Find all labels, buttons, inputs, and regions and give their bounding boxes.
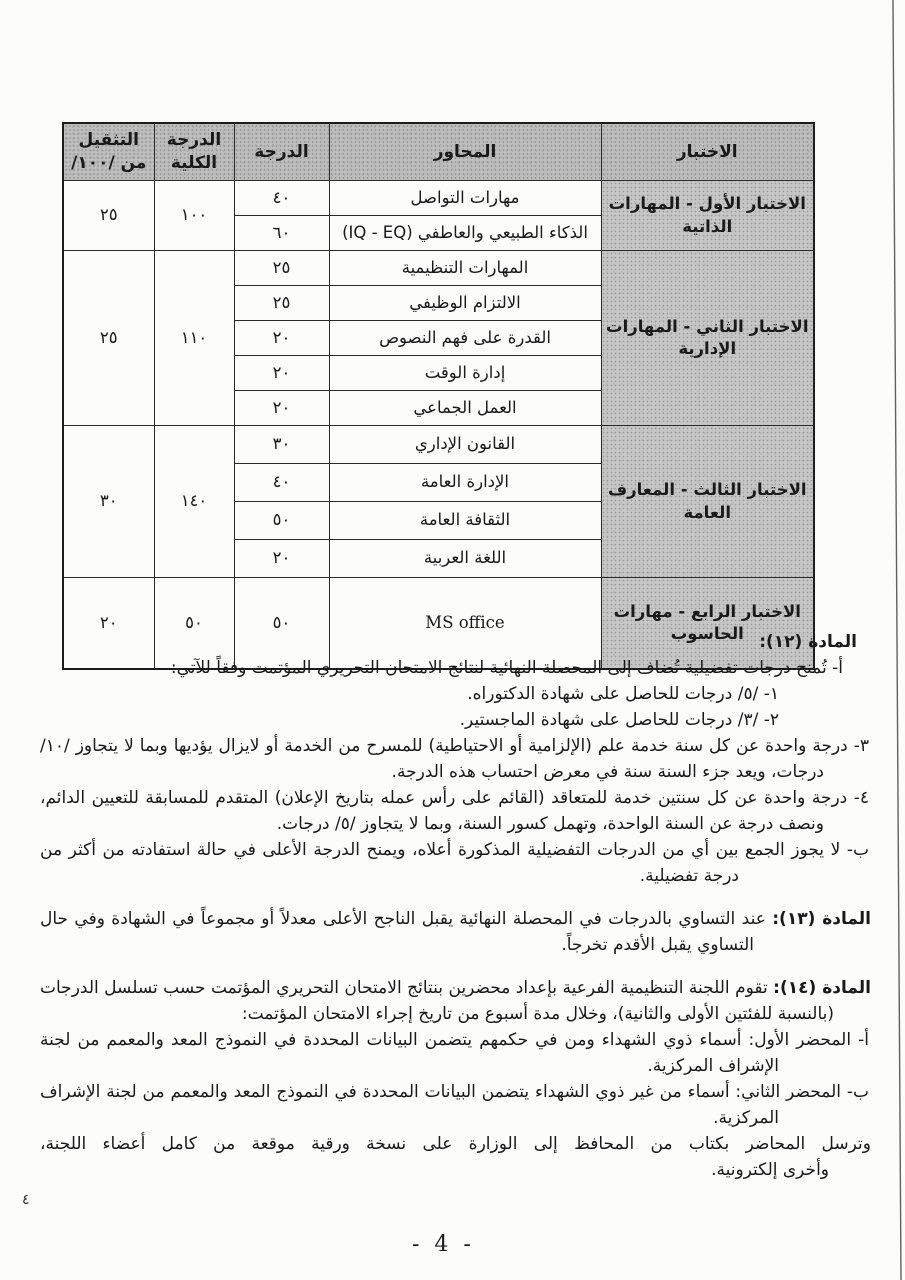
grade-cell: ٤٠ <box>234 464 329 502</box>
grade-cell: ٥٠ <box>234 502 329 540</box>
article-12-sub-4: ٤- درجة واحدة عن كل سنتين خدمة للمتعاقد (القائم على رأس عمله بتاريخ الإعلان) المتقدم للمسابقة للتعيين الدائم، ونصف درجة عن السنة الواحدة، وتهمل كسور السنة، وبما لا يتجاوز /٥/ درجات. <box>40 788 869 834</box>
article-13-body: عند التساوي بالدرجات في المحصلة النهائية يقبل الناجح الأعلى معدلاً أو مجموعاً في الشهادة وفي حال التساوي يقبل الأقدم تخرجاً. <box>40 909 766 955</box>
article-12 <box>40 629 871 889</box>
axis-cell: الثقافة العامة <box>329 502 601 540</box>
axis-cell: اللغة العربية <box>329 540 601 578</box>
col-header-grade: الدرجة <box>234 123 329 181</box>
weight-cell: ٢٥ <box>63 251 154 426</box>
axis-cell: الإدارة العامة <box>329 464 601 502</box>
weight-cell: ٣٠ <box>63 426 154 578</box>
grade-cell: ٢٠ <box>234 356 329 391</box>
grade-cell: ٢٠ <box>234 391 329 426</box>
table-header-row <box>63 123 814 181</box>
weight-cell: ٢٠ <box>63 578 154 670</box>
table-row <box>63 426 814 464</box>
article-12-item-b: ب- لا يجوز الجمع بين أي من الدرجات التفضيلية المذكورة أعلاه، ويمنح الدرجة الأعلى في حالة استفادته من أكثر من درجة تفضيلية. <box>40 840 869 886</box>
article-12-heading: المادة (١٢): <box>759 632 857 652</box>
axis-cell: MS office <box>329 578 601 670</box>
axis-cell: المهارات التنظيمية <box>329 251 601 286</box>
total-grade-cell: ١١٠ <box>154 251 234 426</box>
grade-cell: ٢٠ <box>234 540 329 578</box>
table-row <box>63 251 814 286</box>
exam-name-cell: الاختبار الثاني - المهارات الإدارية <box>601 251 814 426</box>
col-header-exam: الاختبار <box>601 123 814 181</box>
grade-cell: ٢٥ <box>234 286 329 321</box>
axis-cell: العمل الجماعي <box>329 391 601 426</box>
col-header-axes: المحاور <box>329 123 601 181</box>
grade-cell: ٢٠ <box>234 321 329 356</box>
article-12-sub-3: ٣- درجة واحدة عن كل سنة خدمة علم (الإلزامية أو الاحتياطية) للمسرح من الخدمة أو لايزال يؤديها وبما لا يتجاوز /١٠/ درجات، ويعد جزء السنة سنة في معرض احتساب هذه الدرجة. <box>40 736 869 782</box>
total-grade-cell: ١٤٠ <box>154 426 234 578</box>
axis-cell: الالتزام الوظيفي <box>329 286 601 321</box>
total-grade-cell: ١٠٠ <box>154 181 234 251</box>
axis-cell: مهارات التواصل <box>329 181 601 216</box>
grade-cell: ٦٠ <box>234 216 329 251</box>
article-14-item-a: أ- المحضر الأول: أسماء ذوي الشهداء ومن في حكمهم يتضمن البيانات المحددة في النموذج المعد والمعمم من لجنة الإشراف المركزية. <box>40 1030 869 1076</box>
axis-cell: القانون الإداري <box>329 426 601 464</box>
article-14-item-b: ب- المحضر الثاني: أسماء من غير ذوي الشهداء يتضمن البيانات المحددة في النموذج المعد والمعمم من لجنة الإشراف المركزية. <box>40 1082 869 1128</box>
exam-name-cell: الاختبار الثالث - المعارف العامة <box>601 426 814 578</box>
article-12-item-a: أ- تُمنح درجات تفضيلية تُضاف إلى المحصلة النهائية لنتائج الامتحان التحريري المؤتمت وفقاً للآتي: <box>170 658 843 678</box>
exam-name-cell: الاختبار الأول - المهارات الذاتية <box>601 181 814 251</box>
article-13 <box>40 906 871 958</box>
exam-name-cell: الاختبار الرابع - مهارات الحاسوب <box>601 578 814 670</box>
article-14-heading: المادة (١٤): <box>773 978 871 998</box>
article-14-closing-line-1: وترسل المحاضر بكتاب من المحافظ إلى الوزارة على نسخة ورقية موقعة من كامل أعضاء اللجنة، <box>40 1134 871 1154</box>
margin-page-mark: ٤ <box>22 1192 30 1208</box>
grade-cell: ٣٠ <box>234 426 329 464</box>
article-12-sub-2: ٢- /٣/ درجات للحاصل على شهادة الماجستير. <box>459 710 779 730</box>
document-body-text <box>40 629 871 1183</box>
axis-cell: الذكاء الطبيعي والعاطفي (IQ - EQ) <box>329 216 601 251</box>
grade-cell: ٥٠ <box>234 578 329 670</box>
axis-cell: القدرة على فهم النصوص <box>329 321 601 356</box>
article-13-heading: المادة (١٣): <box>772 909 871 929</box>
article-14-intro-text: تقوم اللجنة التنظيمية الفرعية بإعداد محضرين بنتائج الامتحان التحريري المؤتمت حسب تسلسل الدرجات (بالنسبة للفئتين الأولى والثانية)، وخلال مدة أسبوع من تاريخ إجراء الامتحان المؤتمت: <box>40 978 834 1024</box>
grade-cell: ٢٥ <box>234 251 329 286</box>
col-header-total-grade: الدرجة الكلية <box>154 123 234 181</box>
exam-scores-table <box>62 122 815 670</box>
table-row <box>63 181 814 216</box>
article-14-closing-line-2: وأخرى إلكترونية. <box>711 1160 829 1180</box>
page-number: - 4 - <box>412 1232 475 1257</box>
article-14-intro <box>40 975 871 1027</box>
article-14 <box>40 975 871 1183</box>
article-12-sub-1: ١- /٥/ درجات للحاصل على شهادة الدكتوراه. <box>467 684 779 704</box>
weight-cell: ٢٥ <box>63 181 154 251</box>
axis-cell: إدارة الوقت <box>329 356 601 391</box>
col-header-weight: التثقيل من /١٠٠/ <box>63 123 154 181</box>
total-grade-cell: ٥٠ <box>154 578 234 670</box>
grade-cell: ٤٠ <box>234 181 329 216</box>
